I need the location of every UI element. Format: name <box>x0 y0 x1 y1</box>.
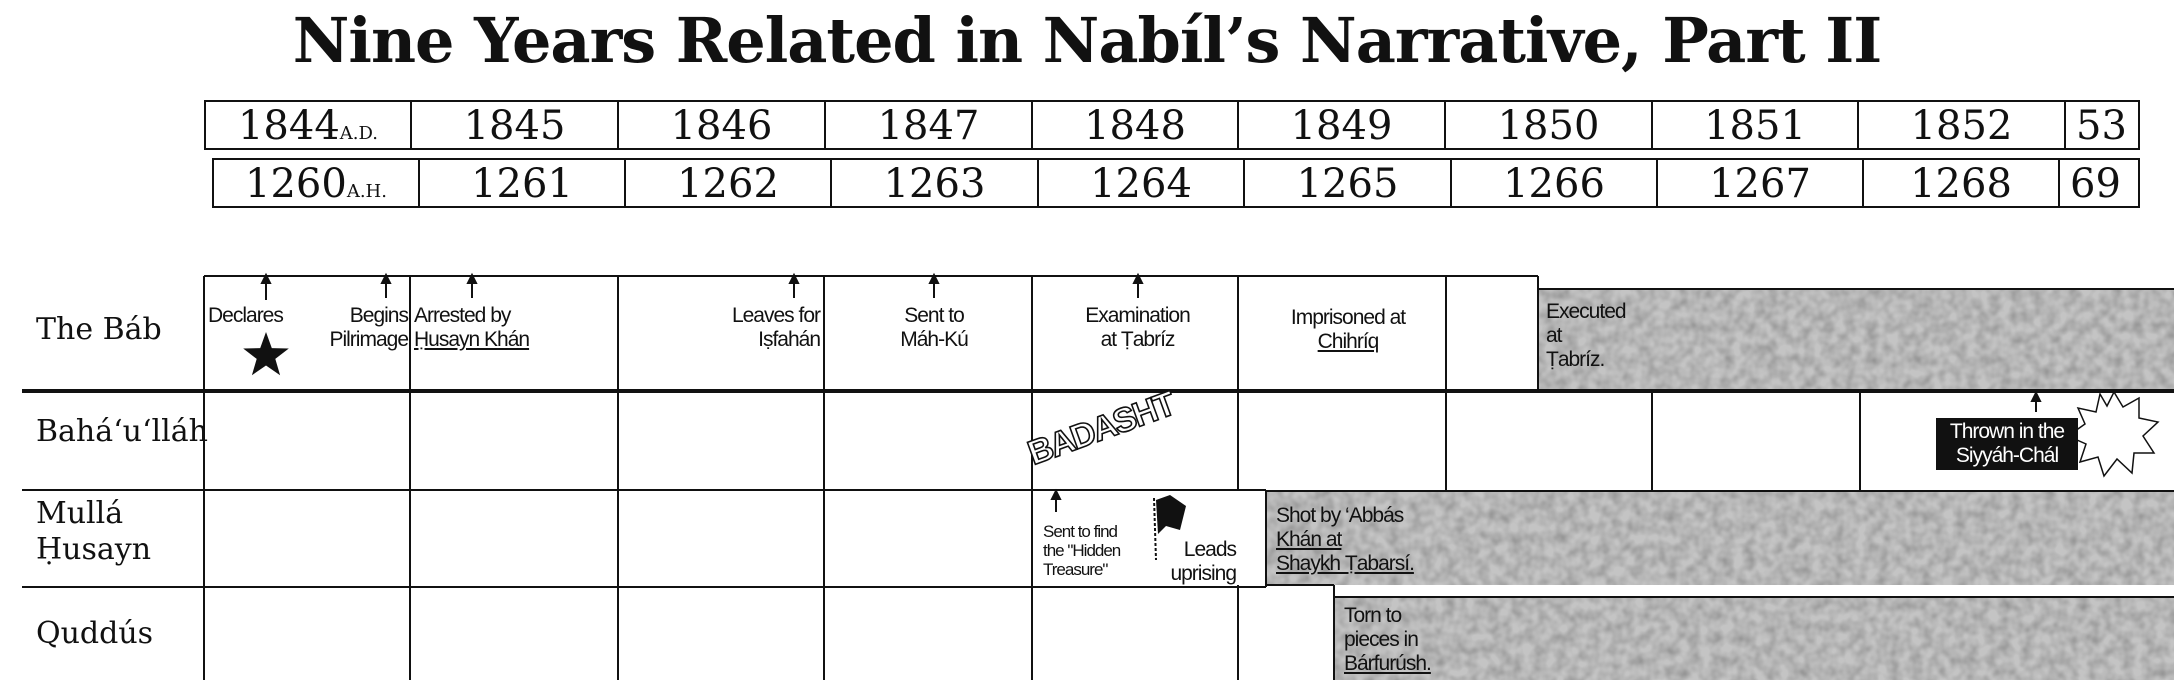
event-line: Ḥusayn Khán <box>414 328 530 351</box>
ah-year-label: 1260 <box>245 161 347 207</box>
event-thrown-siyyah-chal <box>1936 418 2078 470</box>
event-line: Bárfurúsh. <box>1344 652 1431 675</box>
event-line: Máh-Kú <box>900 328 968 351</box>
event-line: Sent to find <box>1043 522 1118 541</box>
ah-year-label: 1265 <box>1296 161 1399 207</box>
row-label-quddus: Quddús <box>36 616 154 651</box>
ah-suffix: A.H. <box>346 181 387 202</box>
quddus-shade-band <box>1334 597 2174 680</box>
event-imprisoned <box>1258 306 1438 354</box>
row-label-line: Ḥusayn <box>36 532 152 567</box>
row-label-mulla-husayn <box>36 496 151 568</box>
page-title: Nine Years Related in Nabíl’s Narrative, Part II <box>292 4 1882 77</box>
event-line: Begins <box>349 304 408 327</box>
event-line: pieces in <box>1344 628 1418 651</box>
event-arrested <box>414 304 529 352</box>
starburst-icon <box>2068 392 2158 476</box>
event-line: Leaves for <box>731 304 820 327</box>
ad-suffix: A.D. <box>339 123 379 144</box>
event-line: Examination <box>1085 304 1190 327</box>
ah-year-label: 1261 <box>471 161 573 207</box>
event-line: at Ṭabríz <box>1100 328 1175 351</box>
ah-year-label: 1266 <box>1503 161 1605 207</box>
ah-year-label: 1264 <box>1090 161 1192 207</box>
event-line: Torn to <box>1344 604 1402 627</box>
ad-year-label: 1850 <box>1497 103 1600 149</box>
ad-year-label: 1851 <box>1704 103 1806 149</box>
event-line: uprising <box>1170 562 1236 585</box>
svg-text:BADASHT: BADASHT <box>1023 384 1180 473</box>
event-line: Imprisoned at <box>1290 306 1406 329</box>
event-shot-by-abbas <box>1276 504 1414 576</box>
ad-year-label: 53 <box>2076 103 2127 149</box>
ah-year-label: 69 <box>2070 161 2121 207</box>
event-leads-uprising <box>1152 538 1236 586</box>
row-label-bahaullah: Bahá‘u‘lláh <box>36 414 208 449</box>
event-line: Leads <box>1183 538 1236 561</box>
ah-year-label: 1263 <box>883 161 986 207</box>
event-line: Shaykh Ṭabarsí. <box>1276 552 1414 575</box>
ad-year-label: 1848 <box>1084 103 1186 149</box>
ah-year-label: 1268 <box>1910 161 2012 207</box>
event-line: Thrown in the <box>1949 420 2065 443</box>
ah-year-label: 1267 <box>1709 161 1811 207</box>
row-label-bab: The Báb <box>36 312 162 347</box>
event-line: Siyyáh-Chál <box>1955 444 2059 467</box>
event-line: Executed <box>1546 300 1626 323</box>
event-declares: Declares <box>208 304 283 327</box>
ah-year-label: 1262 <box>677 161 779 207</box>
event-executed <box>1546 300 1626 372</box>
event-line: the "Hidden <box>1043 541 1121 560</box>
event-begins-pilgrimage <box>308 304 408 352</box>
ad-year-label: 1846 <box>670 103 773 149</box>
event-line: Shot by ‘Abbás <box>1276 504 1404 527</box>
event-line: Iṣfahán <box>758 328 820 351</box>
ad-year-label: 1852 <box>1910 103 2013 149</box>
ad-year-label: 1847 <box>877 103 980 149</box>
ad-year-label: 1845 <box>463 103 566 149</box>
event-line: Sent to <box>904 304 964 327</box>
event-examination <box>1050 304 1225 352</box>
event-line: Pilrimage <box>329 328 408 351</box>
bab-shade-band <box>1538 289 2174 390</box>
event-line: Arrested by <box>414 304 511 327</box>
ad-year-label: 1844 <box>237 103 340 149</box>
row-label-line: Mullá <box>36 496 124 531</box>
event-sent-to-find <box>1043 522 1120 579</box>
event-line: Treasure" <box>1043 560 1108 579</box>
event-sent-maku <box>874 304 994 352</box>
event-leaves-isfahan <box>690 304 820 352</box>
ad-year-label: 1849 <box>1290 103 1393 149</box>
badasht-logo <box>1023 384 1181 473</box>
declaration-star-icon <box>243 332 289 375</box>
event-line: Khán at <box>1276 528 1342 551</box>
event-line: at <box>1546 324 1562 347</box>
event-line: Chihríq <box>1317 330 1379 353</box>
event-line: Ṭabríz. <box>1546 348 1605 371</box>
event-torn-to-pieces <box>1344 604 1431 676</box>
